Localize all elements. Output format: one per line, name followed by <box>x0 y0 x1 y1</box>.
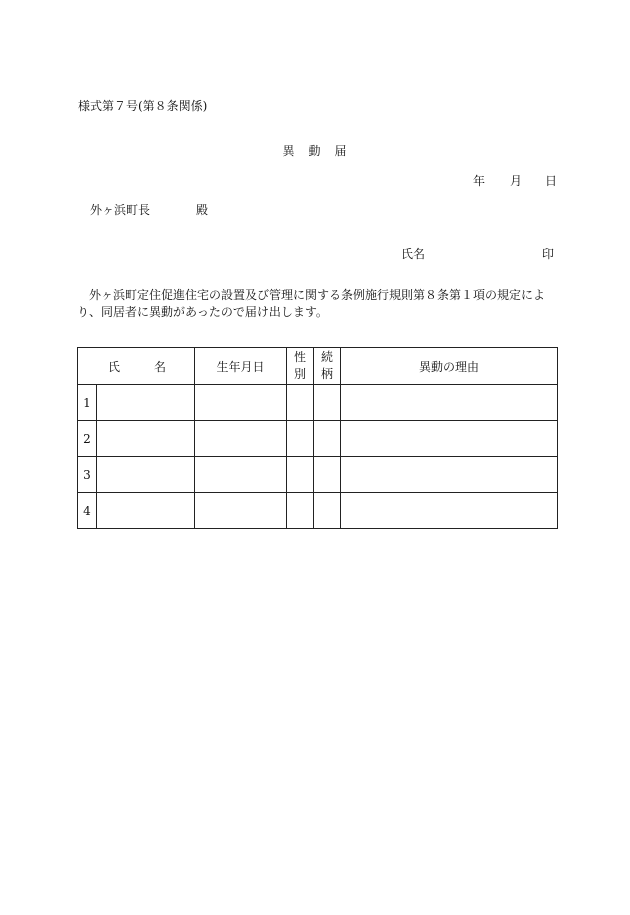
table-row <box>78 421 558 457</box>
row-number: 1 <box>78 385 97 421</box>
header-relation <box>314 348 341 385</box>
date-day-label: 日 <box>545 174 558 188</box>
header-birthdate: 生年月日 <box>195 348 287 385</box>
cell-reason[interactable] <box>341 493 558 529</box>
cell-birthdate[interactable] <box>195 421 287 457</box>
header-relation-part2: 柄 <box>320 367 333 381</box>
cell-birthdate[interactable] <box>195 493 287 529</box>
addressee-name: 外ヶ浜町長 <box>90 203 151 217</box>
row-number: 3 <box>78 457 97 493</box>
table-row <box>78 493 558 529</box>
seal-label: 印 <box>542 247 555 261</box>
cell-name[interactable] <box>97 457 195 493</box>
cell-gender[interactable] <box>287 385 314 421</box>
cell-name[interactable] <box>97 421 195 457</box>
header-gender-part2: 別 <box>293 367 306 381</box>
cell-reason[interactable] <box>341 385 558 421</box>
cell-reason[interactable] <box>341 457 558 493</box>
applicant-name-label: 氏名 <box>401 247 426 261</box>
table-row <box>78 385 558 421</box>
cell-reason[interactable] <box>341 421 558 457</box>
row-number: 2 <box>78 421 97 457</box>
cell-gender[interactable] <box>287 421 314 457</box>
document-title: 異 動 届 <box>282 144 348 158</box>
body-text: 外ヶ浜町定住促進住宅の設置及び管理に関する条例施行規則第８条第１項の規定により、同居者に異動があったので届け出します。 <box>77 288 546 319</box>
cell-relation[interactable] <box>314 421 341 457</box>
header-gender <box>287 348 314 385</box>
header-gender-part1: 性 <box>293 350 306 364</box>
date-year-label: 年 <box>473 174 486 188</box>
header-name-part2: 名 <box>153 359 166 374</box>
cell-birthdate[interactable] <box>195 457 287 493</box>
cell-relation[interactable] <box>314 385 341 421</box>
cell-relation[interactable] <box>314 457 341 493</box>
cell-gender[interactable] <box>287 457 314 493</box>
cell-birthdate[interactable] <box>195 385 287 421</box>
cell-relation[interactable] <box>314 493 341 529</box>
header-relation-part1: 続 <box>320 350 333 364</box>
addressee-suffix: 殿 <box>196 203 209 217</box>
table-header-row <box>78 348 558 385</box>
date-month-label: 月 <box>510 174 523 188</box>
cell-name[interactable] <box>97 385 195 421</box>
table-row <box>78 457 558 493</box>
form-number: 様式第７号(第８条関係) <box>78 99 208 113</box>
row-number: 4 <box>78 493 97 529</box>
header-reason: 異動の理由 <box>341 348 558 385</box>
cell-gender[interactable] <box>287 493 314 529</box>
header-name-part1: 氏 <box>108 359 121 374</box>
member-table <box>77 347 558 529</box>
header-name <box>78 348 195 385</box>
cell-name[interactable] <box>97 493 195 529</box>
